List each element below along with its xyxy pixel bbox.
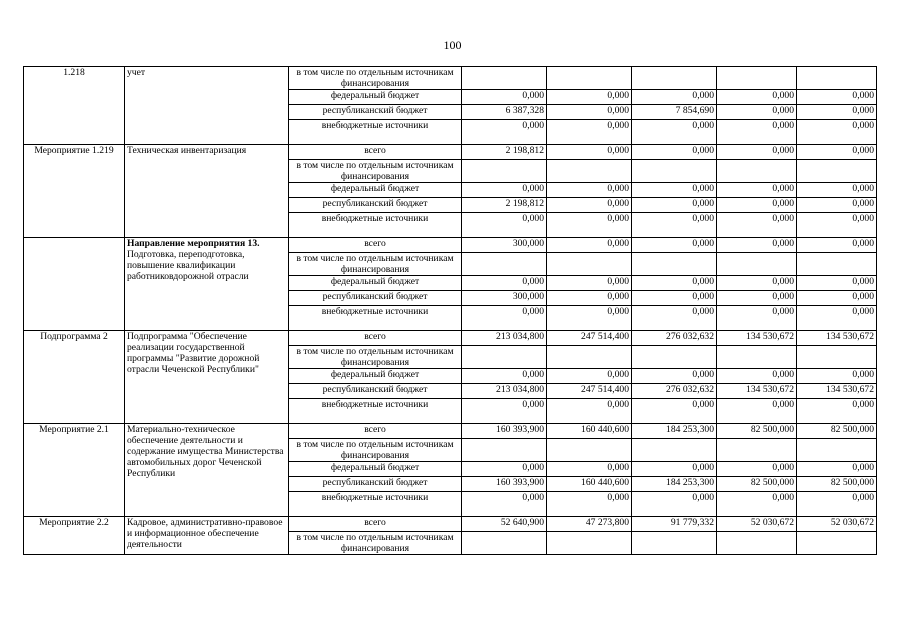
amount-cell: 0,000 — [717, 238, 797, 253]
amount-cell: 134 530,672 — [717, 331, 797, 346]
amount-cell: 2 198,812 — [462, 145, 547, 160]
amount-cell: 134 530,672 — [797, 331, 877, 346]
amount-cell — [717, 532, 797, 555]
amount-cell: 0,000 — [547, 291, 632, 306]
amount-cell — [632, 532, 717, 555]
activity-code — [24, 238, 125, 331]
amount-cell: 52 030,672 — [797, 517, 877, 532]
funding-source: внебюджетные источники — [289, 492, 462, 517]
amount-cell: 0,000 — [462, 462, 547, 477]
activity-description-text: учет — [127, 67, 146, 78]
funding-source: в том числе по отдельным источникам финансирования — [289, 160, 462, 183]
activity-description — [125, 424, 289, 517]
amount-cell — [717, 160, 797, 183]
amount-cell: 52 030,672 — [717, 517, 797, 532]
funding-source: республиканский бюджет — [289, 198, 462, 213]
amount-cell: 0,000 — [797, 120, 877, 145]
activity-description — [125, 517, 289, 555]
amount-cell: 0,000 — [797, 462, 877, 477]
amount-cell: 0,000 — [797, 198, 877, 213]
amount-cell: 184 253,300 — [632, 477, 717, 492]
table-row — [24, 145, 877, 160]
funding-source: внебюджетные источники — [289, 213, 462, 238]
amount-cell: 0,000 — [797, 369, 877, 384]
amount-cell — [797, 253, 877, 276]
activity-description-text: Кадровое, административно-правовое и информационное обеспечение деятельности — [127, 517, 283, 550]
amount-cell: 0,000 — [462, 90, 547, 105]
amount-cell: 0,000 — [797, 90, 877, 105]
amount-cell — [797, 439, 877, 462]
table-row — [24, 238, 877, 253]
amount-cell: 0,000 — [717, 90, 797, 105]
budget-table — [23, 66, 877, 555]
amount-cell: 0,000 — [632, 198, 717, 213]
funding-source: республиканский бюджет — [289, 384, 462, 399]
amount-cell: 0,000 — [632, 462, 717, 477]
funding-source: федеральный бюджет — [289, 462, 462, 477]
amount-cell: 0,000 — [547, 399, 632, 424]
amount-cell: 47 273,800 — [547, 517, 632, 532]
amount-cell — [797, 532, 877, 555]
amount-cell: 0,000 — [462, 213, 547, 238]
page-number: 100 — [443, 38, 462, 52]
activity-description — [125, 145, 289, 238]
amount-cell: 0,000 — [797, 183, 877, 198]
amount-cell — [717, 346, 797, 369]
amount-cell: 0,000 — [632, 306, 717, 331]
activity-code: Подпрограмма 2 — [24, 331, 125, 424]
amount-cell: 0,000 — [547, 369, 632, 384]
amount-cell: 0,000 — [717, 399, 797, 424]
amount-cell: 0,000 — [547, 183, 632, 198]
amount-cell: 0,000 — [547, 213, 632, 238]
amount-cell: 82 500,000 — [797, 477, 877, 492]
amount-cell — [632, 67, 717, 90]
amount-cell — [632, 439, 717, 462]
amount-cell: 0,000 — [797, 213, 877, 238]
amount-cell: 0,000 — [797, 291, 877, 306]
amount-cell — [547, 253, 632, 276]
amount-cell — [547, 439, 632, 462]
funding-source: в том числе по отдельным источникам финансирования — [289, 253, 462, 276]
amount-cell: 276 032,632 — [632, 384, 717, 399]
amount-cell: 134 530,672 — [717, 384, 797, 399]
amount-cell — [632, 160, 717, 183]
amount-cell: 276 032,632 — [632, 331, 717, 346]
funding-source: республиканский бюджет — [289, 477, 462, 492]
amount-cell: 0,000 — [797, 306, 877, 331]
funding-source: федеральный бюджет — [289, 90, 462, 105]
amount-cell — [462, 160, 547, 183]
amount-cell: 0,000 — [462, 183, 547, 198]
amount-cell: 0,000 — [547, 492, 632, 517]
funding-source: внебюджетные источники — [289, 120, 462, 145]
amount-cell: 91 779,332 — [632, 517, 717, 532]
amount-cell — [462, 532, 547, 555]
amount-cell: 184 253,300 — [632, 424, 717, 439]
amount-cell: 0,000 — [632, 492, 717, 517]
amount-cell: 2 198,812 — [462, 198, 547, 213]
amount-cell: 0,000 — [547, 276, 632, 291]
amount-cell: 0,000 — [632, 276, 717, 291]
activity-description — [125, 331, 289, 424]
amount-cell: 160 393,900 — [462, 424, 547, 439]
amount-cell: 0,000 — [717, 213, 797, 238]
amount-cell — [717, 67, 797, 90]
amount-cell: 0,000 — [547, 90, 632, 105]
amount-cell: 0,000 — [632, 183, 717, 198]
amount-cell: 160 393,900 — [462, 477, 547, 492]
amount-cell: 134 530,672 — [797, 384, 877, 399]
amount-cell: 160 440,600 — [547, 424, 632, 439]
funding-source: федеральный бюджет — [289, 369, 462, 384]
amount-cell: 0,000 — [462, 369, 547, 384]
funding-source: всего — [289, 238, 462, 253]
activity-description — [125, 67, 289, 145]
amount-cell: 0,000 — [632, 120, 717, 145]
funding-source: в том числе по отдельным источникам финансирования — [289, 346, 462, 369]
amount-cell — [717, 253, 797, 276]
activity-description-text: Материально-техническое обеспечение деятельности и содержание имущества Министерства автомобильных дорог Чеченской Республики — [127, 424, 284, 479]
amount-cell: 0,000 — [632, 291, 717, 306]
funding-source: республиканский бюджет — [289, 291, 462, 306]
amount-cell: 0,000 — [632, 238, 717, 253]
table-row — [24, 424, 877, 439]
amount-cell: 0,000 — [632, 145, 717, 160]
amount-cell: 0,000 — [547, 462, 632, 477]
amount-cell: 0,000 — [797, 238, 877, 253]
funding-source: республиканский бюджет — [289, 105, 462, 120]
activity-code: Мероприятие 1.219 — [24, 145, 125, 238]
amount-cell — [797, 346, 877, 369]
activity-code: 1.218 — [24, 67, 125, 145]
amount-cell: 0,000 — [717, 183, 797, 198]
amount-cell — [462, 67, 547, 90]
activity-description-text: Подготовка, переподготовка, повышение квалификации работниковдорожной отрасли — [127, 249, 249, 282]
table-row — [24, 331, 877, 346]
amount-cell: 82 500,000 — [717, 424, 797, 439]
amount-cell — [462, 346, 547, 369]
amount-cell: 0,000 — [632, 369, 717, 384]
amount-cell — [717, 439, 797, 462]
funding-source: всего — [289, 331, 462, 346]
funding-source: в том числе по отдельным источникам финансирования — [289, 67, 462, 90]
amount-cell — [797, 160, 877, 183]
funding-source: всего — [289, 517, 462, 532]
funding-source: федеральный бюджет — [289, 276, 462, 291]
amount-cell: 0,000 — [547, 120, 632, 145]
amount-cell: 82 500,000 — [797, 424, 877, 439]
amount-cell: 0,000 — [797, 276, 877, 291]
amount-cell: 0,000 — [797, 145, 877, 160]
amount-cell — [547, 532, 632, 555]
amount-cell: 0,000 — [547, 105, 632, 120]
funding-source: всего — [289, 424, 462, 439]
activity-description-text: Подпрограмма "Обеспечение реализации государственной программы "Развитие дорожной отрасли Чеченской Республики" — [127, 331, 260, 375]
amount-cell: 7 854,690 — [632, 105, 717, 120]
activity-description-text: Техническая инвентаризация — [127, 145, 247, 156]
activity-description-bold: Направление мероприятия 13. — [127, 238, 260, 249]
amount-cell — [547, 160, 632, 183]
amount-cell: 0,000 — [547, 145, 632, 160]
amount-cell: 247 514,400 — [547, 331, 632, 346]
amount-cell: 0,000 — [797, 492, 877, 517]
amount-cell: 247 514,400 — [547, 384, 632, 399]
funding-source: федеральный бюджет — [289, 183, 462, 198]
amount-cell — [632, 253, 717, 276]
amount-cell — [797, 67, 877, 90]
amount-cell: 160 440,600 — [547, 477, 632, 492]
amount-cell: 0,000 — [547, 306, 632, 331]
amount-cell: 0,000 — [717, 105, 797, 120]
amount-cell: 213 034,800 — [462, 384, 547, 399]
amount-cell: 0,000 — [797, 399, 877, 424]
amount-cell: 0,000 — [632, 213, 717, 238]
amount-cell: 0,000 — [797, 105, 877, 120]
amount-cell: 6 387,328 — [462, 105, 547, 120]
amount-cell: 0,000 — [717, 369, 797, 384]
activity-code: Мероприятие 2.2 — [24, 517, 125, 555]
amount-cell: 213 034,800 — [462, 331, 547, 346]
amount-cell — [462, 439, 547, 462]
amount-cell: 0,000 — [547, 198, 632, 213]
amount-cell: 0,000 — [717, 306, 797, 331]
funding-source: всего — [289, 145, 462, 160]
amount-cell: 0,000 — [717, 492, 797, 517]
amount-cell: 0,000 — [717, 198, 797, 213]
amount-cell: 0,000 — [547, 238, 632, 253]
amount-cell: 0,000 — [462, 492, 547, 517]
funding-source: в том числе по отдельным источникам финансирования — [289, 439, 462, 462]
activity-description — [125, 238, 289, 331]
amount-cell: 0,000 — [462, 120, 547, 145]
amount-cell: 0,000 — [717, 145, 797, 160]
amount-cell: 0,000 — [462, 306, 547, 331]
amount-cell: 0,000 — [462, 399, 547, 424]
table-row — [24, 517, 877, 532]
funding-source: внебюджетные источники — [289, 399, 462, 424]
amount-cell — [462, 253, 547, 276]
amount-cell: 300,000 — [462, 238, 547, 253]
amount-cell: 0,000 — [632, 90, 717, 105]
amount-cell — [547, 346, 632, 369]
activity-code: Мероприятие 2.1 — [24, 424, 125, 517]
amount-cell: 52 640,900 — [462, 517, 547, 532]
amount-cell — [547, 67, 632, 90]
amount-cell: 0,000 — [717, 120, 797, 145]
amount-cell: 0,000 — [717, 291, 797, 306]
amount-cell: 0,000 — [632, 399, 717, 424]
funding-source: внебюджетные источники — [289, 306, 462, 331]
table-row — [24, 67, 877, 90]
funding-source: в том числе по отдельным источникам финансирования — [289, 532, 462, 555]
amount-cell: 82 500,000 — [717, 477, 797, 492]
amount-cell: 0,000 — [717, 276, 797, 291]
amount-cell: 0,000 — [462, 276, 547, 291]
amount-cell — [632, 346, 717, 369]
amount-cell: 300,000 — [462, 291, 547, 306]
amount-cell: 0,000 — [717, 462, 797, 477]
